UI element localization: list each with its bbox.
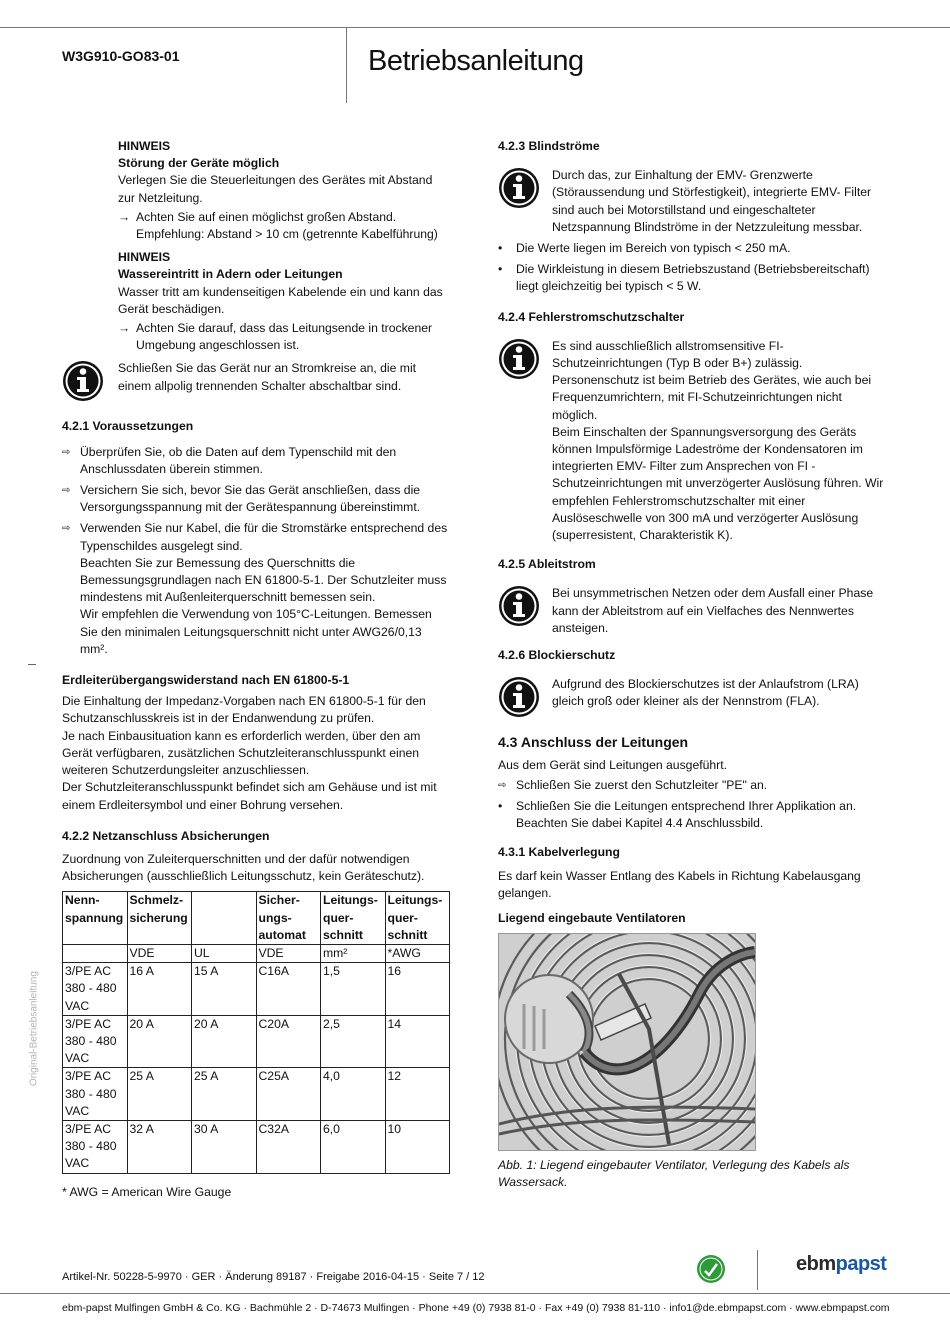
hinweis-1-action-2: Empfehlung: Abstand > 10 cm (getrennte Kabelführung) (136, 227, 438, 242)
table-cell: 3/PE AC 380 - 480 VAC (63, 1068, 128, 1121)
info-426-text: Aufgrund des Blockierschutzes ist der Anlaufstrom (LRA) gleich groß oder kleiner als der Nennstrom (FLA). (552, 677, 859, 709)
erd-p3: Der Schutzleiteranschlusspunkt befindet sich am Gehäuse und ist mit einem Erdleitersymbol und einer Bohrung versehen. (62, 780, 437, 812)
erd-p2: Je nach Einbausituation kann es erforderlich werden, über den am Gerät verfügbaren, zusätzlichen Schutzleiteranschlusspunkt einen weiteren Schutzerdungsleiter anzuschliessen. (62, 728, 421, 778)
sec-421-list (62, 444, 450, 658)
hinweis-2-action-text: Achten Sie darauf, dass das Leitungsende in trockener Umgebung angeschlossen ist. (136, 321, 433, 353)
fig-caption: Abb. 1: Liegend eingebauter Ventilator, Verlegung des Kabels als Wassersack. (498, 1158, 850, 1190)
table-cell: VDE (127, 944, 192, 962)
footer-meta: Artikel-Nr. 50228-5-9970 · GER · Änderung 89187 · Freigabe 2016-04-15 · Seite 7 / 12 (62, 1271, 485, 1283)
table-cell (63, 944, 128, 962)
sec-425-title: 4.2.5 Ableitstrom (498, 557, 596, 572)
fig-heading: Liegend eingebaute Ventilatoren (498, 910, 686, 925)
table-cell: 3/PE AC 380 - 480 VAC (63, 1015, 128, 1068)
bullet-dot-icon: • (498, 798, 503, 813)
table-header (192, 892, 257, 945)
table-cell: C32A (256, 1120, 321, 1173)
table-header-row (63, 892, 450, 945)
sec-43-step (498, 777, 890, 794)
table-header: Schmelz-sicherung (127, 892, 192, 945)
table-cell: C16A (256, 963, 321, 1016)
fuse-table (62, 891, 450, 1173)
logo-papst: papst (835, 1253, 887, 1275)
table-cell: 10 (385, 1120, 450, 1173)
list-item-text: Die Werte liegen im Bereich von typisch < 250 mA. (516, 241, 791, 256)
arrow-right-icon: ⇨ (62, 446, 71, 458)
hinweis-2-action (118, 320, 450, 354)
arrow-right-icon: ⇨ (62, 485, 71, 497)
hinweis-1-label: HINWEIS (118, 139, 171, 153)
list-item (498, 240, 890, 257)
table-cell: C20A (256, 1015, 321, 1068)
sec-422-intro: Zuordnung von Zuleiterquerschnitten und der dafür notwendigen Absicherungen (ausschließlich Leitungsschutz, kein Geräteschutz). (62, 851, 425, 884)
table-cell: 15 A (192, 963, 257, 1016)
sec-423-list (498, 240, 890, 296)
arrow-right-icon: ⇨ (62, 523, 71, 535)
info-424-p2: Beim Einschalten der Spannungsversorgung des Geräts können Impulsförmige Ladeströme der Kondensatoren im integrierten EMV- Filter zum Ansprechen von FI - Schutzeinrichtungen mit unverzögerter Auslösung führen. Wir empfehlen Fehlerstromschutzschalter mit einer Auslöseschwelle von 300 mA und verzögerter Auslösung (superresistent, Charakteristik K). (552, 424, 884, 543)
list-item (498, 261, 890, 295)
sec-423-title: 4.2.3 Blindströme (498, 139, 600, 153)
page-title: Betriebsanleitung (368, 45, 584, 77)
table-cell: 12 (385, 1068, 450, 1121)
table-cell: 16 A (127, 963, 192, 1016)
list-item (62, 520, 450, 658)
table-cell: mm² (321, 944, 386, 962)
table-header: Sicher-ungs-automat (256, 892, 321, 945)
sec-431-text: Es darf kein Wasser Entlang des Kabels in Richtung Kabelausgang gelangen. (498, 868, 861, 900)
table-header: Leitungs-quer-schnitt (385, 892, 450, 945)
list-item-text: Die Wirkleistung in diesem Betriebszustand (Betriebsbereitschaft) liegt gleichzeitig bei typisch < 5 W. (516, 262, 870, 294)
sec-431-title: 4.3.1 Kabelverlegung (498, 845, 620, 860)
sec-424-title: 4.2.4 Fehlerstromschutzschalter (498, 309, 685, 324)
info-icon (498, 338, 540, 380)
arrow-right-icon: ⇨ (498, 779, 507, 791)
table-header: Nenn-spannung (63, 892, 128, 945)
bullet-dot-icon: • (498, 241, 503, 256)
table-cell: 2,5 (321, 1015, 386, 1068)
hinweis-2-title: Wassereintritt in Adern oder Leitungen (118, 267, 343, 282)
footer-logo-divider (757, 1250, 758, 1290)
info-icon (498, 585, 540, 627)
info-icon (498, 167, 540, 209)
footer-rule (0, 1293, 950, 1294)
table-row (63, 1068, 450, 1121)
table-cell: C25A (256, 1068, 321, 1121)
table-row (63, 1015, 450, 1068)
info-block-425 (498, 585, 890, 637)
doc-id: W3G910-GO83-01 (62, 48, 180, 64)
list-item-text: Versichern Sie sich, bevor Sie das Gerät anschließen, dass die Versorgungsspannung mit der Gerätespannung übereinstimmt. (80, 483, 421, 515)
right-column (498, 138, 890, 1192)
left-column (62, 138, 450, 1201)
table-header: Leitungs-quer-schnitt (321, 892, 386, 945)
table-cell: VDE (256, 944, 321, 962)
logo-ebm: ebm (796, 1253, 836, 1275)
sec-421-title: 4.2.1 Voraussetzungen (62, 419, 194, 434)
fan-cable-figure (498, 933, 756, 1151)
info-423-text: Durch das, zur Einhaltung der EMV- Grenzwerte (Störaussendung und Störfestigkeit), integrierte EMV- Filter sind auch bei Motorstillstand und eingeschalteter Netzspannung Blindströme in der Netzzuleitung messbar. (552, 168, 872, 234)
info-icon (62, 360, 104, 402)
hinweis-1 (62, 138, 450, 354)
sec-43-bullet (498, 798, 890, 832)
table-cell: 4,0 (321, 1068, 386, 1121)
sec-422-title: 4.2.2 Netzanschluss Absicherungen (62, 828, 270, 843)
table-cell: 25 A (127, 1068, 192, 1121)
table-cell: UL (192, 944, 257, 962)
info-block-424 (498, 338, 890, 544)
header-top-rule (0, 27, 950, 28)
sec-426-title: 4.2.6 Blockierschutz (498, 648, 616, 663)
info-424-p1: Es sind ausschließlich allstromsensitive FI-Schutzeinrichtungen (Typ B oder B+) zulässig. Personenschutz ist beim Betrieb des Gerätes, wie auch bei Frequenzumrichtern, mit FI-Schutzeinrichtungen nicht möglich. (552, 338, 872, 422)
table-cell: 20 A (127, 1015, 192, 1068)
side-label: Original-Betriebsanleitung (28, 971, 40, 1087)
info-425-text: Bei unsymmetrischen Netzen oder dem Ausfall einer Phase kann der Ableitstrom auf ein Vielfaches des Nennwertes ansteigen. (552, 586, 874, 635)
sec-43-intro: Aus dem Gerät sind Leitungen ausgeführt. (498, 758, 727, 773)
table-cell: 14 (385, 1015, 450, 1068)
sec-43-title: 4.3 Anschluss der Leitungen (498, 734, 689, 751)
hinweis-2-text: Wasser tritt am kundenseitigen Kabelende ein und kann das Gerät beschädigen. (118, 284, 443, 316)
info-block-switch (62, 360, 450, 404)
table-cell: 6,0 (321, 1120, 386, 1173)
info-block-426 (498, 676, 890, 720)
table-row (63, 963, 450, 1016)
side-tick (28, 664, 36, 665)
sec-43-step-text: Schließen Sie zuerst den Schutzleiter "PE" an. (516, 777, 768, 792)
table-cell: *AWG (385, 944, 450, 962)
arrow-right-icon: → (118, 209, 131, 224)
table-cell: 1,5 (321, 963, 386, 1016)
erd-title: Erdleiterübergangswiderstand nach EN 61800-5-1 (62, 673, 350, 688)
table-cell: 30 A (192, 1120, 257, 1173)
table-cell: 32 A (127, 1120, 192, 1173)
bullet-dot-icon: • (498, 262, 503, 277)
list-item-extra: Wir empfehlen die Verwendung von 105°C-Leitungen. Bemessen Sie den minimalen Leitungsquerschnitt nicht unter AWG26/0,13 mm². (80, 607, 432, 656)
hinweis-2-label: HINWEIS (118, 250, 171, 265)
table-cell: 3/PE AC 380 - 480 VAC (63, 1120, 128, 1173)
hinweis-1-text: Verlegen Sie die Steuerleitungen des Gerätes mit Abstand zur Netzleitung. (118, 173, 433, 205)
ebmpapst-logo (796, 1253, 887, 1275)
arrow-right-icon: → (118, 321, 131, 336)
info-switch-text: Schließen Sie das Gerät nur an Stromkreise an, die mit einem allpolig trennenden Schalter abschaltbar sind. (118, 361, 417, 393)
erd-p1: Die Einhaltung der Impedanz-Vorgaben nach EN 61800-5-1 für den Schutzanschlusskreis ist in der Endanwendung zu prüfen. (62, 694, 426, 726)
table-cell: 25 A (192, 1068, 257, 1121)
hinweis-1-action (118, 209, 450, 243)
info-block-423 (498, 167, 890, 236)
list-item (62, 444, 450, 478)
awg-note: * AWG = American Wire Gauge (62, 1184, 232, 1199)
table-subheader-row (63, 944, 450, 962)
list-item-extra: Beachten Sie zur Bemessung des Querschnitts die Bemessungsgrundlagen nach EN 61800-5-1. Der Schutzleiter muss mindestens mit Außenleiterquerschnitt bemessen sein. (80, 555, 447, 605)
info-icon (498, 676, 540, 718)
hinweis-1-title: Störung der Geräte möglich (118, 156, 280, 171)
hinweis-1-action-1: Achten Sie auf einen möglichst großen Abstand. (136, 209, 397, 224)
list-item-text: Verwenden Sie nur Kabel, die für die Stromstärke entsprechend des Typenschildes ausgelegt sind. (80, 521, 448, 553)
list-item (62, 482, 450, 516)
header-divider (346, 27, 347, 103)
table-row (63, 1120, 450, 1173)
table-cell: 3/PE AC 380 - 480 VAC (63, 963, 128, 1016)
footer-address: ebm-papst Mulfingen GmbH & Co. KG · Bachmühle 2 · D-74673 Mulfingen · Phone +49 (0) 7938 81-0 · Fax +49 (0) 7938 81-110 · info1@de.ebmpapst.com · www.ebmpapst.com (62, 1302, 890, 1314)
table-cell: 16 (385, 963, 450, 1016)
list-item-text: Überprüfen Sie, ob die Daten auf dem Typenschild mit den Anschlussdaten überein stimmen. (80, 444, 397, 476)
table-cell: 20 A (192, 1015, 257, 1068)
sec-43-bullet-text: Schließen Sie die Leitungen entsprechend Ihrer Applikation an. Beachten Sie dabei Kapitel 4.4 Anschlussbild. (516, 798, 857, 831)
green-tech-badge (696, 1254, 726, 1284)
